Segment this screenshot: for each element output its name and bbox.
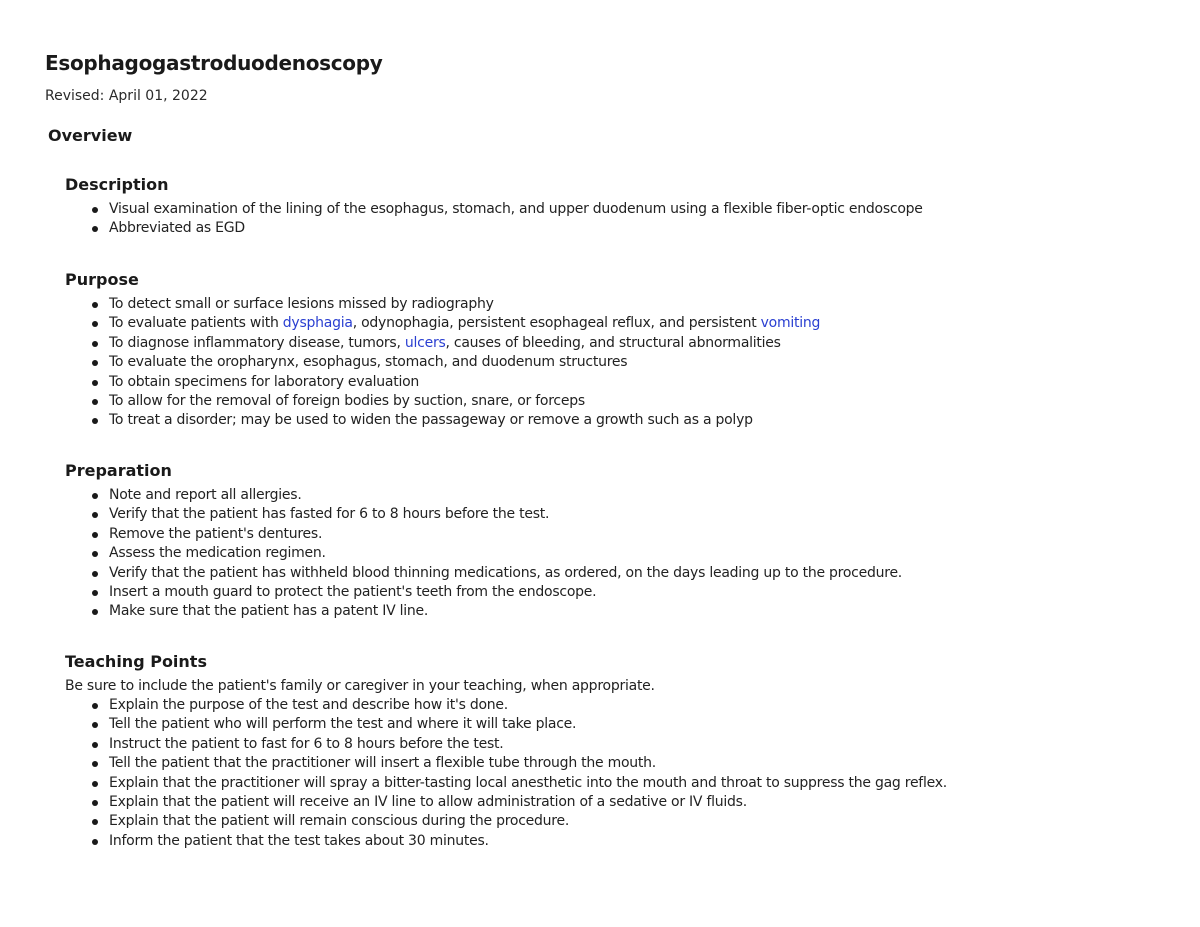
list-item: Explain that the practitioner will spray a bitter-tasting local anesthetic into the mouth and throat to suppress the gag reflex. [92,774,1172,793]
item-text: To diagnose inflammatory disease, tumors, [109,334,405,351]
list-item: Insert a mouth guard to protect the patient's teeth from the endoscope. [92,583,1172,602]
dysphagia-link[interactable]: dysphagia [282,315,353,332]
list-item: Remove the patient's dentures. [92,525,1172,544]
teaching-list [92,696,1172,851]
preparation-list [92,486,1172,622]
list-item: To detect small or surface lesions missed by radiography [92,295,1172,314]
vomiting-link[interactable]: vomiting [760,315,821,332]
teaching-intro: Be sure to include the patient's family or caregiver in your teaching, when appropriate. [65,678,655,694]
preparation-heading: Preparation [65,461,172,480]
list-item: Assess the medication regimen. [92,544,1172,563]
list-item: Explain the purpose of the test and describe how it's done. [92,696,1172,715]
list-item: To treat a disorder; may be used to widen the passageway or remove a growth such as a polyp [92,411,1172,430]
item-text: , causes of bleeding, and structural abnormalities [445,334,781,351]
list-item [92,334,1172,353]
list-item: Note and report all allergies. [92,486,1172,505]
description-list [92,200,1172,239]
item-text: , odynophagia, persistent esophageal reflux, and persistent [352,315,761,332]
description-heading: Description [65,175,169,194]
list-item: Tell the patient who will perform the test and where it will take place. [92,715,1172,734]
item-text: To evaluate patients with [109,315,283,332]
list-item: Abbreviated as EGD [92,219,1172,238]
revised-date: Revised: April 01, 2022 [45,88,208,104]
list-item: To evaluate the oropharynx, esophagus, stomach, and duodenum structures [92,353,1172,372]
overview-heading: Overview [48,126,133,145]
list-item: Verify that the patient has fasted for 6 to 8 hours before the test. [92,505,1172,524]
list-item: Explain that the patient will remain conscious during the procedure. [92,812,1172,831]
list-item: Verify that the patient has withheld blood thinning medications, as ordered, on the days leading up to the procedure. [92,564,1172,583]
ulcers-link[interactable]: ulcers [404,334,446,351]
purpose-heading: Purpose [65,270,139,289]
list-item: Instruct the patient to fast for 6 to 8 hours before the test. [92,735,1172,754]
list-item: Inform the patient that the test takes about 30 minutes. [92,832,1172,851]
list-item: Visual examination of the lining of the esophagus, stomach, and upper duodenum using a flexible fiber-optic endoscope [92,200,1172,219]
page-title: Esophagogastroduodenoscopy [45,51,383,75]
list-item: To allow for the removal of foreign bodies by suction, snare, or forceps [92,392,1172,411]
purpose-list [92,295,1172,431]
list-item: To obtain specimens for laboratory evaluation [92,373,1172,392]
list-item: Make sure that the patient has a patent IV line. [92,602,1172,621]
list-item [92,314,1172,333]
list-item: Explain that the patient will receive an IV line to allow administration of a sedative or IV fluids. [92,793,1172,812]
list-item: Tell the patient that the practitioner will insert a flexible tube through the mouth. [92,754,1172,773]
teaching-points-heading: Teaching Points [65,652,207,671]
